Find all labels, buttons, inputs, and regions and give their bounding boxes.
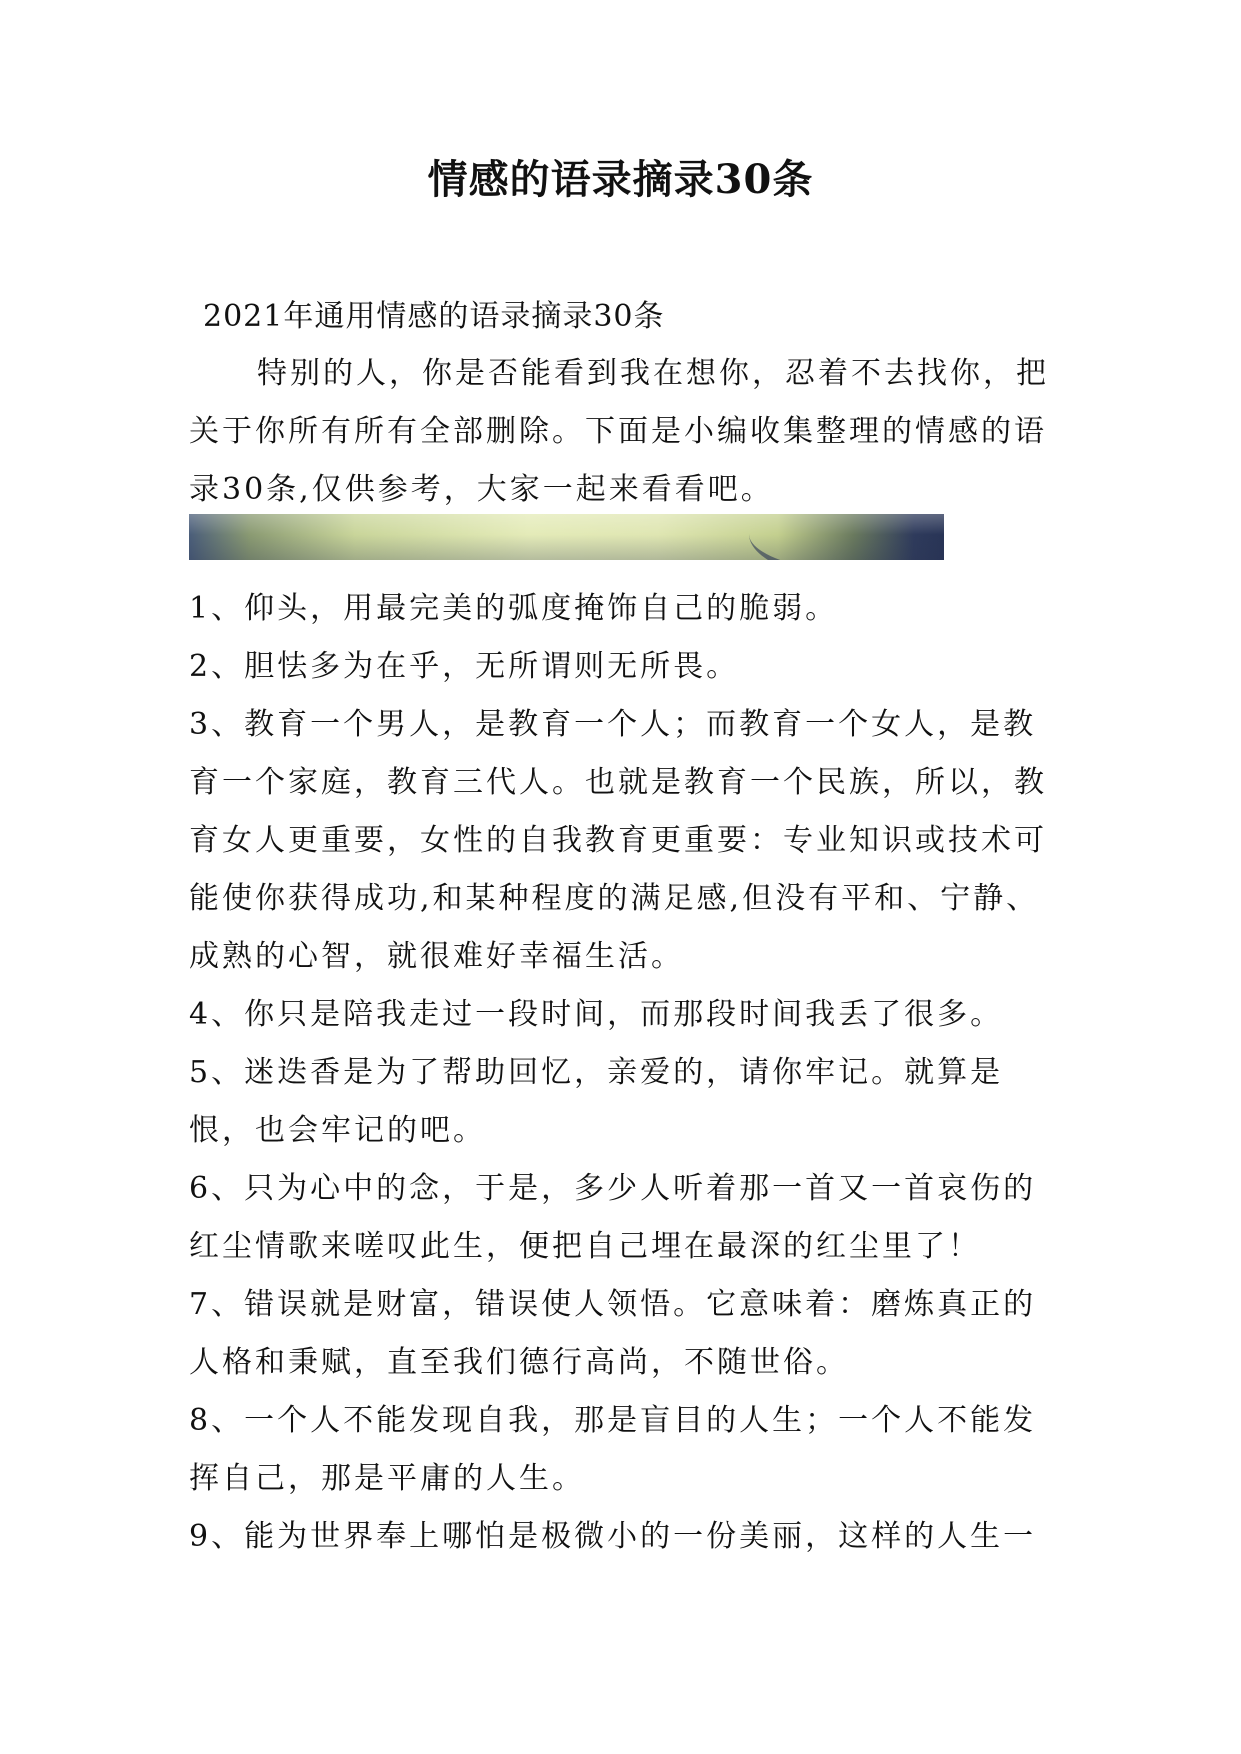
quote-item: 8、一个人不能发现自我，那是盲目的人生；一个人不能发挥自己，那是平庸的人生。: [189, 1403, 1037, 1496]
quote-item: 5、迷迭香是为了帮助回忆，亲爱的，请你牢记。就算是恨，也会牢记的吧。: [189, 1055, 1004, 1148]
document-title: 情感的语录摘录30条: [427, 156, 814, 203]
quote-item: 6、只为心中的念，于是，多少人听着那一首又一首哀伤的红尘情歌来嗟叹此生，便把自己埋在最深的红尘里了！: [189, 1171, 1037, 1264]
quote-item: 2、胆怯多为在乎，无所谓则无所畏。: [189, 649, 740, 684]
quote-item: 3、教育一个男人，是教育一个人；而教育一个女人，是教育一个家庭，教育三代人。也就是教育一个民族，所以，教育女人更重要，女性的自我教育更重要：专业知识或技术可能使你获得成功,和某种程度的满足感,但没有平和、宁静、成熟的心智，就很难好幸福生活。: [189, 707, 1047, 974]
quote-item: 9、能为世界奉上哪怕是极微小的一份美丽，这样的人生一: [189, 1519, 1037, 1554]
quote-item: 4、你只是陪我走过一段时间，而那段时间我丢了很多。: [189, 997, 1004, 1032]
quote-item: 7、错误就是财富，错误使人领悟。它意味着：磨炼真正的人格和秉赋，直至我们德行高尚，不随世俗。: [189, 1287, 1037, 1380]
banner-image-shade: [189, 514, 944, 560]
intro-paragraph: 特别的人，你是否能看到我在想你，忍着不去找你，把关于你所有所有全部删除。下面是小编收集整理的情感的语录30条,仅供参考，大家一起来看看吧。: [189, 356, 1049, 507]
banner-image: [189, 514, 944, 560]
document-subtitle: 2021年通用情感的语录摘录30条: [203, 299, 665, 334]
quote-list: [189, 580, 1069, 1566]
quote-item: 1、仰头，用最完美的弧度掩饰自己的脆弱。: [189, 591, 839, 626]
